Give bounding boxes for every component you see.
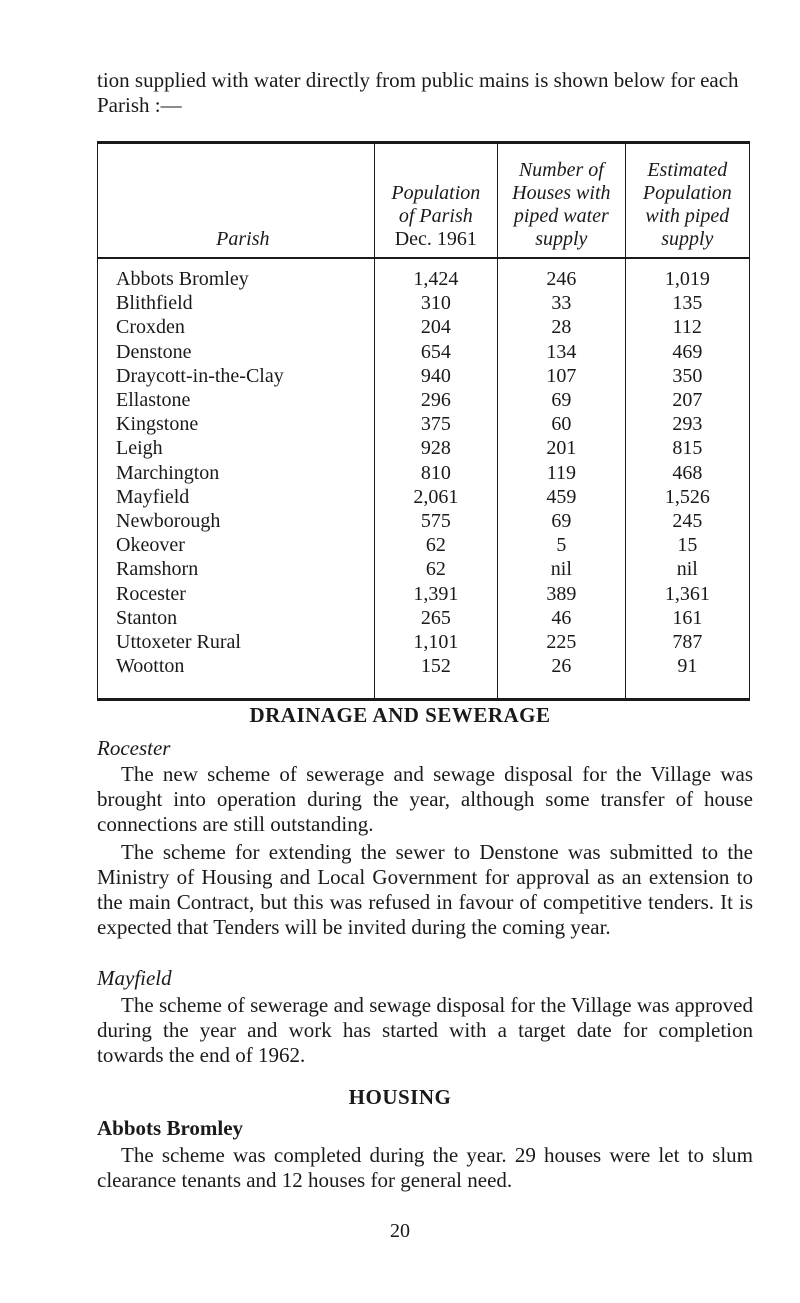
cell-parish: Blithfield xyxy=(98,291,375,315)
cell-estimated: 15 xyxy=(625,533,749,557)
header-estimated: Estimated Population with piped supply xyxy=(625,143,749,259)
table-row xyxy=(98,557,750,581)
table-row xyxy=(98,340,750,364)
cell-houses: 69 xyxy=(498,509,626,533)
mayfield-subheading: Mayfield xyxy=(97,966,172,990)
rocester-paragraph-2: The scheme for extending the sewer to Denstone was submitted to the Ministry of Housing and Local Government for approval as an extension to the main Contract, but this was refused in favour of competitive tenders. It is expected that Tenders will be invited during the coming year. xyxy=(97,840,753,939)
housing-heading: HOUSING xyxy=(348,1085,452,1109)
cell-houses: 459 xyxy=(498,485,626,509)
rocester-paragraph-1: The new scheme of sewerage and sewage disposal for the Village was brought into operation during the year, although some transfer of house connections are still outstanding. xyxy=(97,762,753,836)
cell-population: 62 xyxy=(374,533,497,557)
cell-houses: 225 xyxy=(498,630,626,654)
table-row xyxy=(98,436,750,460)
cell-parish: Wootton xyxy=(98,654,375,700)
cell-estimated: 469 xyxy=(625,340,749,364)
cell-estimated: 293 xyxy=(625,412,749,436)
table-row xyxy=(98,364,750,388)
cell-houses: 389 xyxy=(498,582,626,606)
cell-population: 654 xyxy=(374,340,497,364)
cell-parish: Abbots Bromley xyxy=(98,258,375,291)
cell-estimated: 468 xyxy=(625,461,749,485)
cell-population: 62 xyxy=(374,557,497,581)
cell-population: 810 xyxy=(374,461,497,485)
header-parish: Parish xyxy=(98,143,375,259)
cell-parish: Ellastone xyxy=(98,388,375,412)
drainage-heading: DRAINAGE AND SEWERAGE xyxy=(249,703,551,727)
water-supply-table xyxy=(97,141,750,701)
cell-parish: Kingstone xyxy=(98,412,375,436)
cell-houses: 60 xyxy=(498,412,626,436)
table-row xyxy=(98,315,750,339)
abbots-bromley-paragraph: The scheme was completed during the year. 29 houses were let to slum clearance tenants and 12 houses for general need. xyxy=(97,1143,753,1192)
cell-population: 575 xyxy=(374,509,497,533)
table-row xyxy=(98,388,750,412)
table-row xyxy=(98,606,750,630)
table-row xyxy=(98,412,750,436)
cell-houses: 201 xyxy=(498,436,626,460)
cell-houses: nil xyxy=(498,557,626,581)
table-row xyxy=(98,509,750,533)
cell-parish: Okeover xyxy=(98,533,375,557)
table-body xyxy=(98,258,750,700)
cell-population: 265 xyxy=(374,606,497,630)
cell-parish: Croxden xyxy=(98,315,375,339)
cell-houses: 46 xyxy=(498,606,626,630)
cell-parish: Denstone xyxy=(98,340,375,364)
cell-parish: Marchington xyxy=(98,461,375,485)
cell-houses: 107 xyxy=(498,364,626,388)
cell-parish: Uttoxeter Rural xyxy=(98,630,375,654)
cell-parish: Stanton xyxy=(98,606,375,630)
abbots-bromley-subheading: Abbots Bromley xyxy=(97,1116,244,1140)
cell-houses: 119 xyxy=(498,461,626,485)
cell-houses: 28 xyxy=(498,315,626,339)
cell-estimated: 1,019 xyxy=(625,258,749,291)
cell-houses: 246 xyxy=(498,258,626,291)
cell-population: 1,391 xyxy=(374,582,497,606)
cell-population: 940 xyxy=(374,364,497,388)
cell-estimated: 1,526 xyxy=(625,485,749,509)
cell-estimated: 112 xyxy=(625,315,749,339)
table-row xyxy=(98,485,750,509)
cell-population: 2,061 xyxy=(374,485,497,509)
cell-population: 152 xyxy=(374,654,497,700)
table-row xyxy=(98,630,750,654)
cell-estimated: 350 xyxy=(625,364,749,388)
cell-population: 928 xyxy=(374,436,497,460)
cell-estimated: 245 xyxy=(625,509,749,533)
page-number: 20 xyxy=(390,1220,410,1242)
cell-population: 1,424 xyxy=(374,258,497,291)
table-row xyxy=(98,258,750,291)
cell-population: 375 xyxy=(374,412,497,436)
cell-estimated: 161 xyxy=(625,606,749,630)
table-header-row xyxy=(98,143,750,259)
cell-parish: Leigh xyxy=(98,436,375,460)
cell-population: 296 xyxy=(374,388,497,412)
table-row xyxy=(98,291,750,315)
cell-population: 310 xyxy=(374,291,497,315)
table-row xyxy=(98,461,750,485)
mayfield-paragraph: The scheme of sewerage and sewage disposal for the Village was approved during the year and work has started with a target date for completion towards the end of 1962. xyxy=(97,993,753,1067)
header-population: Population of Parish Dec. 1961 xyxy=(374,143,497,259)
cell-estimated: 135 xyxy=(625,291,749,315)
table-row xyxy=(98,582,750,606)
table-row xyxy=(98,533,750,557)
cell-parish: Ramshorn xyxy=(98,557,375,581)
cell-estimated: nil xyxy=(625,557,749,581)
cell-houses: 134 xyxy=(498,340,626,364)
cell-population: 204 xyxy=(374,315,497,339)
cell-parish: Mayfield xyxy=(98,485,375,509)
header-houses: Number of Houses with piped water supply xyxy=(498,143,626,259)
cell-parish: Draycott-in-the-Clay xyxy=(98,364,375,388)
cell-houses: 26 xyxy=(498,654,626,700)
table-row xyxy=(98,654,750,700)
cell-estimated: 815 xyxy=(625,436,749,460)
cell-houses: 33 xyxy=(498,291,626,315)
cell-parish: Rocester xyxy=(98,582,375,606)
rocester-subheading: Rocester xyxy=(97,736,171,760)
intro-text: tion supplied with water directly from public mains is shown below for each Parish :— xyxy=(97,68,739,117)
cell-houses: 5 xyxy=(498,533,626,557)
cell-houses: 69 xyxy=(498,388,626,412)
cell-parish: Newborough xyxy=(98,509,375,533)
cell-estimated: 207 xyxy=(625,388,749,412)
cell-estimated: 1,361 xyxy=(625,582,749,606)
cell-estimated: 787 xyxy=(625,630,749,654)
cell-population: 1,101 xyxy=(374,630,497,654)
cell-estimated: 91 xyxy=(625,654,749,700)
